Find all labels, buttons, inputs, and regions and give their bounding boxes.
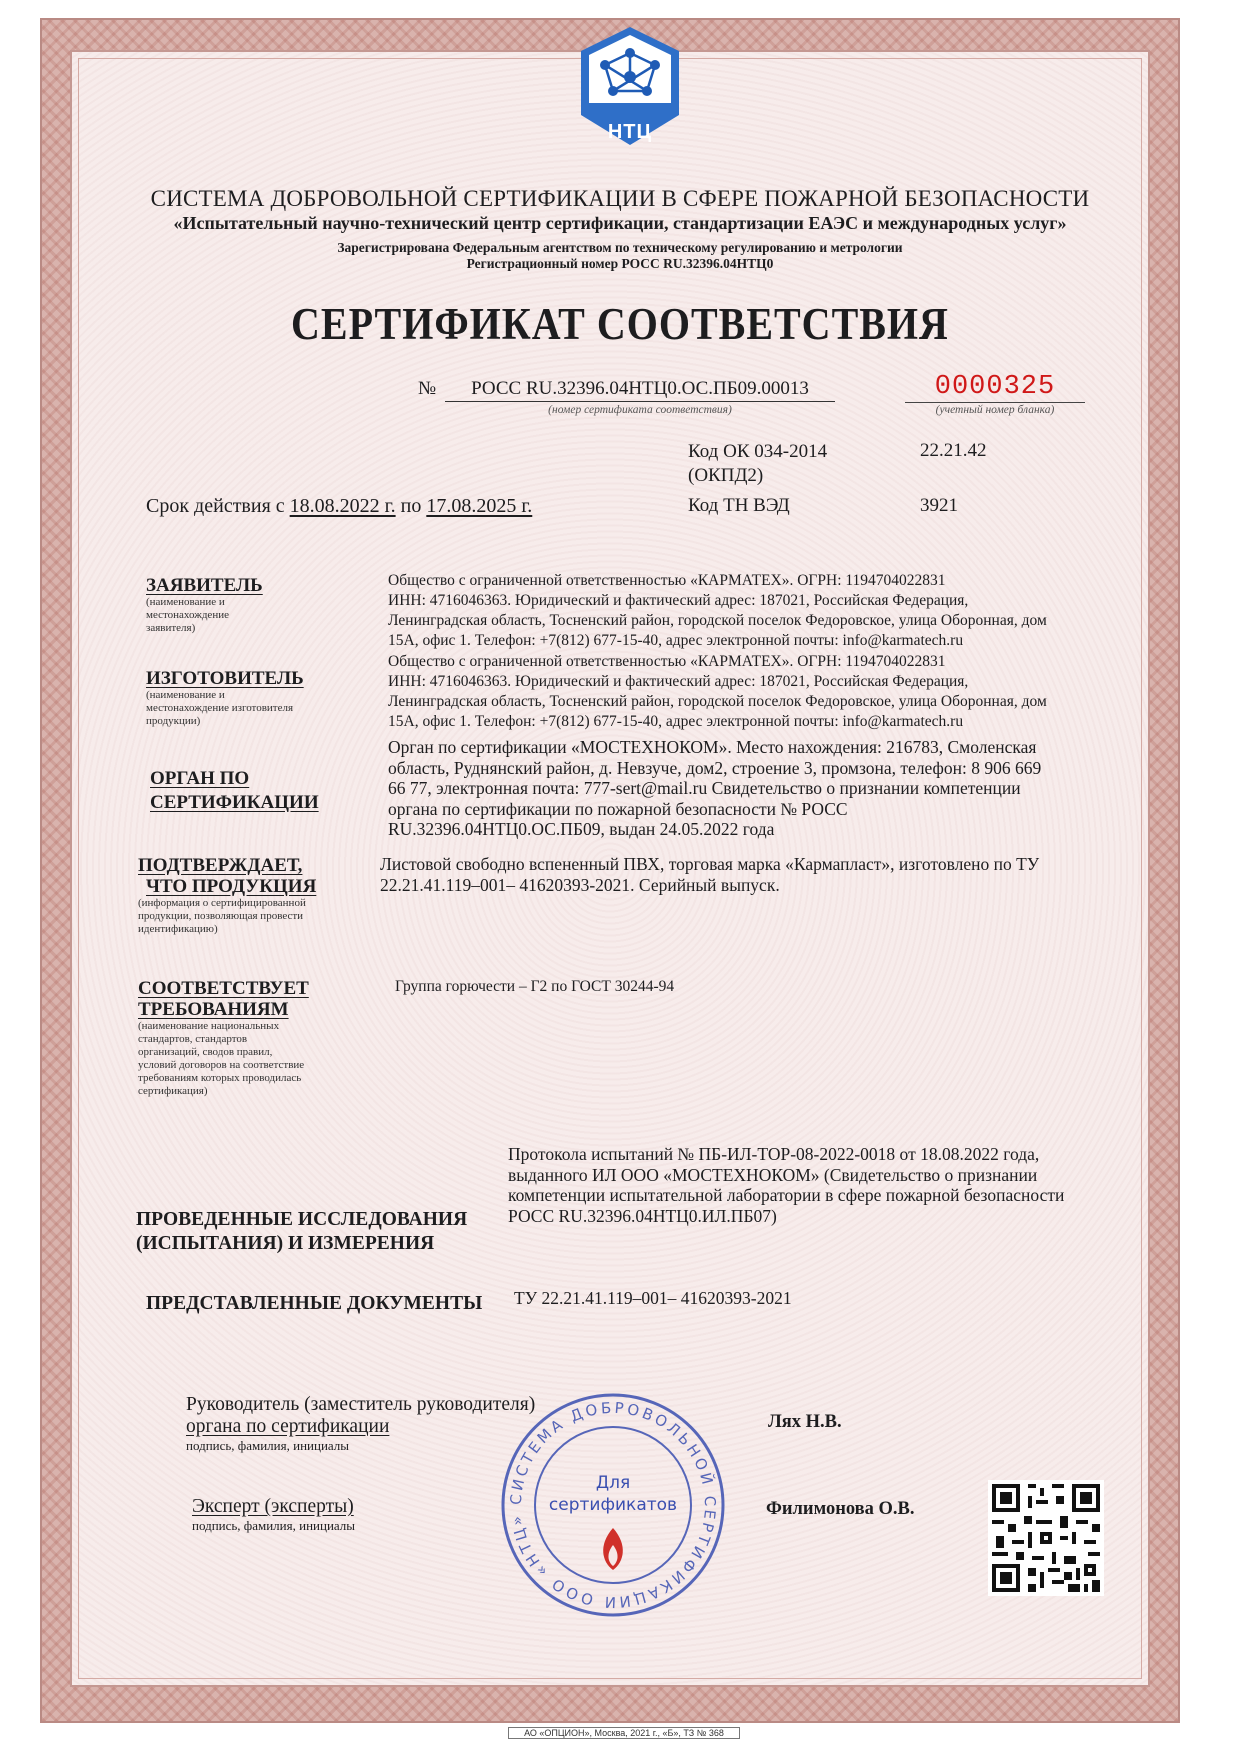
certificate-number-caption: (номер сертификата соответствия)	[548, 404, 732, 416]
requirements-text: Группа горючести – Г2 по ГОСТ 30244-94	[395, 978, 675, 995]
head-signature-block	[186, 1394, 535, 1454]
product-label-1: ПОДТВЕРЖДАЕТ,	[138, 855, 303, 876]
applicant-line: Ленинградская область, Тосненский район, городской поселок Федоровское, улица Оборонная, дом	[388, 612, 1047, 629]
manufacturer-line: Ленинградская область, Тосненский район, городской поселок Федоровское, улица Оборонная, дом	[388, 693, 1047, 710]
requirements-sub-5: требованиям которых проводилась	[138, 1072, 302, 1084]
applicant-line: Общество с ограниченной ответственностью «КАРМАТЕХ». ОГРН: 1194704022831	[388, 572, 946, 589]
system-name: СИСТЕМА ДОБРОВОЛЬНОЙ СЕРТИФИКАЦИИ В СФЕРЕ ПОЖАРНОЙ БЕЗОПАСНОСТИ	[150, 186, 1090, 211]
requirements-sub-4: условий договоров на соответствие	[138, 1059, 305, 1071]
product-label-block	[138, 855, 378, 936]
tnved-label: Код ТН ВЭД	[688, 495, 790, 516]
applicant-sub-3: заявителя)	[146, 622, 196, 634]
blank-number-caption: (учетный номер бланка)	[935, 404, 1055, 416]
expert-signature-block	[192, 1496, 355, 1534]
applicant-line: 15А, офис 1. Телефон: +7(812) 677-15-40, адрес электронной почты: info@karmatech.ru	[388, 632, 964, 649]
tests-line: РОСС RU.32396.04НТЦ0.ИЛ.ПБ07)	[508, 1205, 777, 1226]
tests-line: выданного ИЛ ООО «МОСТЕХНОКОМ» (Свидетельство о признании	[508, 1164, 1038, 1185]
center-name: «Испытательный научно-технический центр сертификации, стандартизации ЕАЭС и международных услуг»	[173, 213, 1067, 233]
expert-role-line: Эксперт (эксперты)	[192, 1496, 354, 1517]
expert-signature-caption: подпись, фамилия, инициалы	[192, 1518, 356, 1533]
product-line: 22.21.41.119–001– 41620393-2021. Серийный выпуск.	[380, 874, 780, 895]
manufacturer-label: ИЗГОТОВИТЕЛЬ	[146, 668, 304, 689]
requirements-label-block	[138, 978, 378, 1098]
applicant-label: ЗАЯВИТЕЛЬ	[146, 575, 263, 596]
product-line: Листовой свободно вспененный ПВХ, торговая марка «Кармапласт», изготовлено по ТУ	[380, 854, 1040, 874]
applicant-label-block	[146, 575, 346, 635]
okpd-label-line2: (ОКПД2)	[688, 465, 764, 486]
requirements-sub-6: сертификация)	[138, 1085, 208, 1097]
tests-text	[508, 1144, 1148, 1226]
head-role-line-2: органа по сертификации	[186, 1416, 390, 1437]
validity-middle: по	[395, 495, 427, 517]
applicant-sub-2: местонахождение	[146, 609, 229, 621]
seal-center-text-1: Для	[595, 1473, 631, 1493]
validity-prefix: Срок действия с	[146, 495, 290, 517]
seal-ring-text: СИСТЕМА ДОБРОВОЛЬНОЙ СЕРТИФИКАЦИИ ООО «НТЦ»	[506, 1398, 720, 1612]
cert-body-line: органа по сертификации по пожарной безопасности № РОСС	[388, 798, 848, 819]
head-name: Лях Н.В.	[768, 1412, 842, 1432]
documents-label: ПРЕДСТАВЛЕННЫЕ ДОКУМЕНТЫ	[146, 1293, 483, 1314]
manufacturer-line: 15А, офис 1. Телефон: +7(812) 677-15-40, адрес электронной почты: info@karmatech.ru	[388, 713, 964, 730]
tests-line: Протокола испытаний № ПБ-ИЛ-ТОР-08-2022-0018 от 18.08.2022 года,	[508, 1144, 1040, 1164]
product-sub-2: продукции, позволяющая провести	[138, 910, 304, 922]
manufacturer-sub-3: продукции)	[146, 715, 201, 727]
requirements-label-2: ТРЕБОВАНИЯМ	[138, 999, 289, 1020]
manufacturer-label-block	[146, 668, 366, 728]
manufacturer-line: ИНН: 4716046363. Юридический и фактический адрес: 187021, Российская Федерация,	[388, 673, 969, 690]
applicant-line: ИНН: 4716046363. Юридический и фактический адрес: 187021, Российская Федерация,	[388, 592, 969, 609]
cert-body-label-block	[150, 768, 370, 813]
requirements-label-1: СООТВЕТСТВУЕТ	[138, 978, 309, 999]
document-title: СЕРТИФИКАТ СООТВЕТСТВИЯ	[291, 297, 949, 350]
cert-body-line: Орган по сертификации «МОСТЕХНОКОМ». Место нахождения: 216783, Смоленская	[388, 737, 1037, 757]
cert-body-line: 66 77, электронная почта: 777-sert@mail.ru Свидетельство о признании компетенции	[388, 778, 1021, 798]
tests-line: компетенции испытательной лаборатории в сфере пожарной безопасности	[508, 1185, 1065, 1205]
validity-period	[146, 495, 532, 518]
manufacturer-sub-1: (наименование и	[146, 689, 225, 701]
documents-text: ТУ 22.21.41.119–001– 41620393-2021	[514, 1288, 792, 1308]
manufacturer-sub-2: местонахождение изготовителя	[146, 702, 294, 714]
requirements-sub-2: стандартов, стандартов	[138, 1033, 248, 1045]
okpd-label	[688, 440, 827, 488]
manufacturer-line: Общество с ограниченной ответственностью «КАРМАТЕХ». ОГРН: 1194704022831	[388, 653, 946, 670]
product-text	[380, 854, 1150, 895]
product-sub-1: (информация о сертифицированной	[138, 897, 306, 909]
tests-label-2: (ИСПЫТАНИЯ) И ИЗМЕРЕНИЯ	[136, 1233, 435, 1254]
seal-center-text-2: сертификатов	[548, 1495, 678, 1515]
blank-number: 0000325	[905, 372, 1085, 403]
printer-footer: АО «ОПЦИОН», Москва, 2021 г., «Б», ТЗ № 368	[508, 1727, 740, 1739]
registration-number: Регистрационный номер РОСС RU.32396.04НТЦ0	[466, 256, 774, 271]
expert-name: Филимонова О.В.	[766, 1499, 915, 1519]
okpd-value: 22.21.42	[920, 440, 987, 461]
tnved-value: 3921	[920, 495, 958, 516]
tests-label-1: ПРОВЕДЕННЫЕ ИССЛЕДОВАНИЯ	[136, 1209, 468, 1230]
cert-body-label-2: СЕРТИФИКАЦИИ	[150, 792, 319, 813]
cert-body-line: RU.32396.04НТЦ0.ОС.ПБ09, выдан 24.05.2022 года	[388, 819, 775, 839]
qr-code-icon[interactable]	[988, 1480, 1104, 1596]
cert-body-text	[388, 737, 1148, 840]
tests-label-block	[136, 1208, 467, 1256]
logo-text: НТЦ	[607, 121, 653, 143]
registration-line: Зарегистрирована Федеральным агентством по техническому регулированию и метрологии	[337, 240, 903, 255]
cert-body-line: область, Руднянский район, д. Невзуче, дом2, строение 3, промзона, телефон: 8 906 669	[388, 757, 1042, 778]
cert-body-label-1: ОРГАН ПО	[150, 768, 250, 789]
head-signature-caption: подпись, фамилия, инициалы	[186, 1438, 350, 1453]
manufacturer-text	[388, 652, 1148, 732]
validity-to: 17.08.2025 г.	[426, 495, 533, 517]
validity-from: 18.08.2022 г.	[289, 495, 396, 517]
product-label-2: ЧТО ПРОДУКЦИЯ	[146, 876, 317, 897]
head-role-line-1: Руководитель (заместитель руководителя)	[186, 1394, 536, 1415]
applicant-text	[388, 571, 1148, 651]
requirements-sub-1: (наименование национальных	[138, 1020, 280, 1032]
applicant-sub-1: (наименование и	[146, 596, 225, 608]
requirements-sub-3: организаций, сводов правил,	[138, 1046, 273, 1058]
certificate-number: РОСС RU.32396.04НТЦ0.ОС.ПБ09.00013	[445, 378, 835, 402]
product-sub-3: идентификацию)	[138, 923, 218, 935]
okpd-label-line1: Код ОК 034-2014	[688, 441, 828, 462]
number-sign: №	[418, 378, 437, 399]
